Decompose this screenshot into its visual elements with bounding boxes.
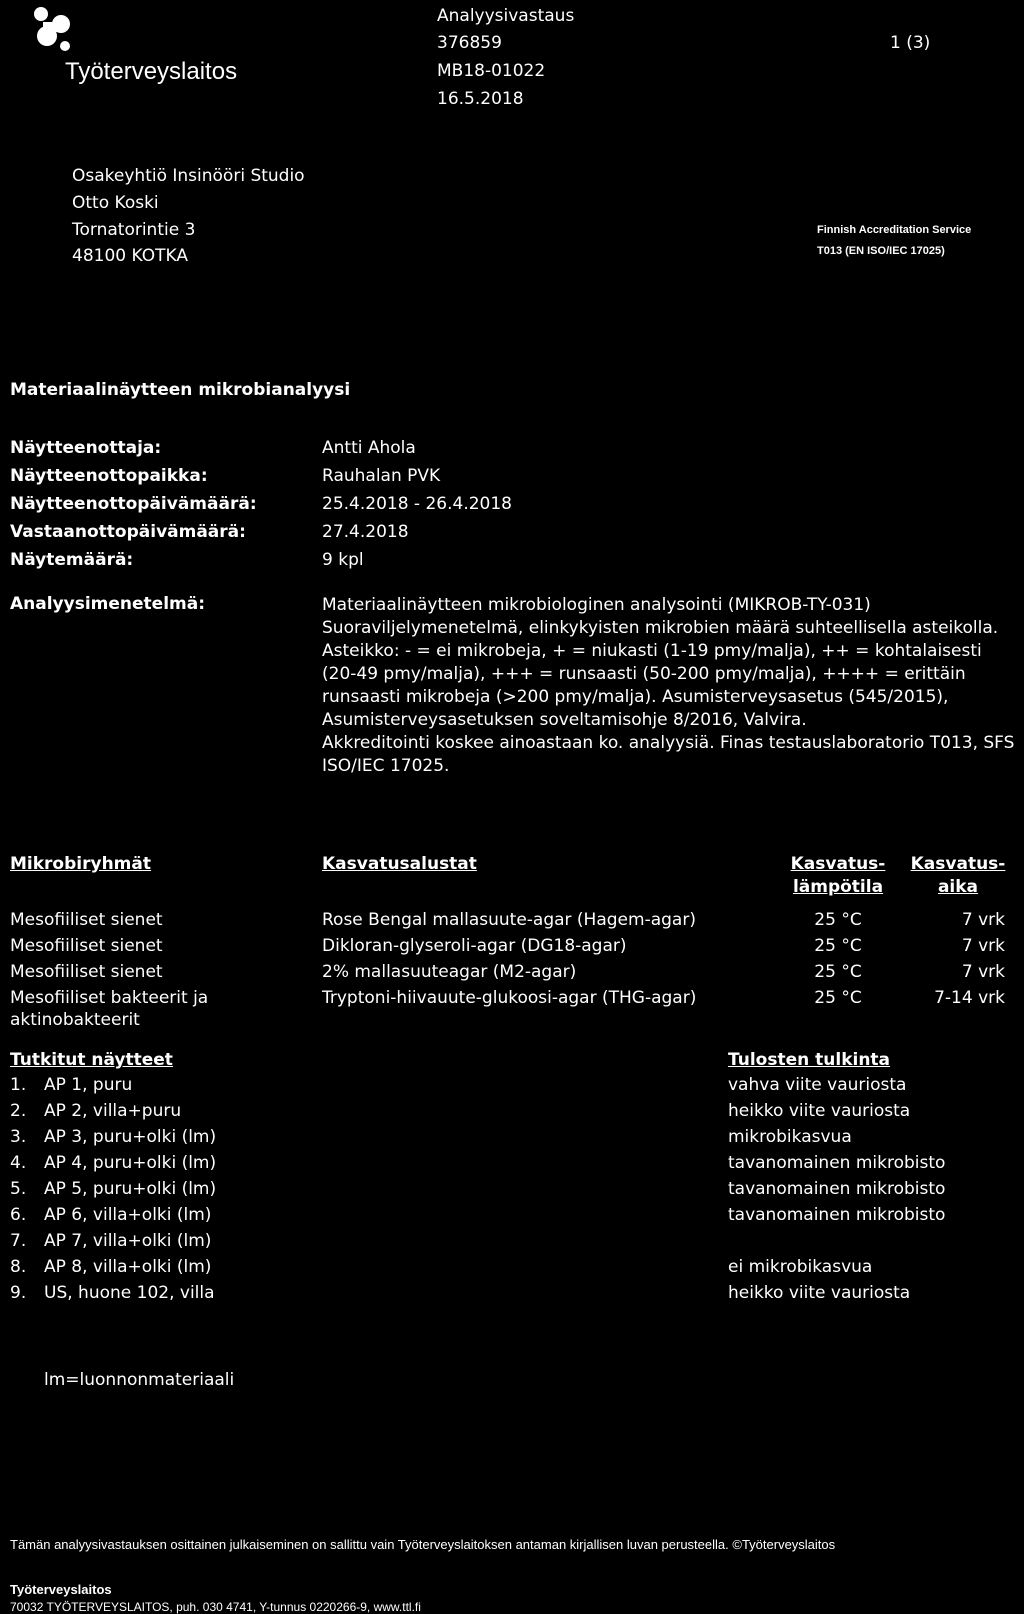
- sample-name: AP 6, villa+olki (lm): [44, 1205, 212, 1225]
- column-header-media: Kasvatusalustat: [322, 854, 477, 874]
- info-value: 27.4.2018: [322, 522, 409, 542]
- sample-number: 6.: [10, 1205, 27, 1225]
- table-cell-time: 7 vrk: [961, 962, 1005, 982]
- report-date: 16.5.2018: [437, 89, 524, 109]
- footnote: lm=luonnonmateriaali: [44, 1370, 235, 1390]
- info-label: Vastaanottopäivämäärä:: [10, 522, 246, 542]
- table-cell-medium: Rose Bengal mallasuute-agar (Hagem-agar): [322, 910, 696, 930]
- table-cell-temp: 25 °C: [814, 962, 862, 982]
- sample-name: AP 5, puru+olki (lm): [44, 1179, 217, 1199]
- result-text: tavanomainen mikrobisto: [728, 1179, 946, 1199]
- table-cell-time: 7 vrk: [961, 910, 1005, 930]
- accreditation-code: T013 (EN ISO/IEC 17025): [817, 245, 945, 257]
- results-header: Tulosten tulkinta: [728, 1050, 891, 1070]
- table-cell-temp: 25 °C: [814, 936, 862, 956]
- method-label: Analyysimenetelmä:: [10, 594, 206, 614]
- method-accreditation: Akkreditointi koskee ainoastaan ko. analyysiä. Finas testauslaboratorio T013, SFS ISO/IEC 17025.: [322, 733, 1015, 776]
- address-line: Osakeyhtiö Insinööri Studio: [72, 166, 305, 186]
- result-text: tavanomainen mikrobisto: [728, 1153, 946, 1173]
- table-cell-medium: 2% mallasuuteagar (M2-agar): [322, 962, 577, 982]
- sample-number: 8.: [10, 1257, 27, 1277]
- info-value: Rauhalan PVK: [322, 466, 441, 486]
- column-header-groups: Mikrobiryhmät: [10, 854, 151, 874]
- address-line: Tornatorintie 3: [72, 220, 196, 240]
- table-cell-time: 7 vrk: [961, 936, 1005, 956]
- method-scale: Asteikko: - = ei mikrobeja, + = niukasti (1-19 pmy/malja), ++ = kohtalaisesti (20-49 pmy/malja), +++ = runsaasti (50-200 pmy/malja), ++++ = erittäin runsaasti mikrobeja (>200 pmy/malja). Asumisterveysasetus (545/2015), Asumisterveysasetuksen soveltamisohje 8/2016, Valvira.: [322, 641, 982, 730]
- doc-type: Analyysivastaus: [437, 6, 575, 26]
- table-cell-temp: 25 °C: [814, 988, 862, 1008]
- table-cell-group: Mesofiiliset sienet: [10, 936, 163, 956]
- method-description: [322, 594, 1017, 778]
- result-text: vahva viite vauriosta: [728, 1075, 907, 1095]
- logo-icon: [25, 2, 85, 60]
- sample-number: 2.: [10, 1101, 27, 1121]
- result-text: heikko viite vauriosta: [728, 1101, 911, 1121]
- address-line: 48100 KOTKA: [72, 246, 188, 266]
- column-header-time: Kasvatus-: [910, 854, 1006, 874]
- info-label: Näytteenottaja:: [10, 438, 162, 458]
- info-label: Näytteenottopaikka:: [10, 466, 208, 486]
- sample-name: AP 8, villa+olki (lm): [44, 1257, 212, 1277]
- table-cell-temp: 25 °C: [814, 910, 862, 930]
- footer-notice: Tämän analyysivastauksen osittainen julkaiseminen on sallittu vain Työterveyslaitoksen antaman kirjallisen luvan perusteella. ©Työterveyslaitos: [10, 1537, 836, 1552]
- info-value: 9 kpl: [322, 550, 364, 570]
- report-number: 376859: [437, 33, 502, 53]
- table-cell-group: Mesofiiliset sienet: [10, 910, 163, 930]
- column-header-time: aika: [937, 877, 979, 897]
- footer-contact: 70032 TYÖTERVEYSLAITOS, puh. 030 4741, Y-tunnus 0220266-9, www.ttl.fi: [10, 1600, 421, 1614]
- sample-number: 7.: [10, 1231, 27, 1251]
- sample-number: 3.: [10, 1127, 27, 1147]
- sample-name: AP 4, puru+olki (lm): [44, 1153, 217, 1173]
- info-label: Näytemäärä:: [10, 550, 134, 570]
- result-text: tavanomainen mikrobisto: [728, 1205, 946, 1225]
- sample-name: US, huone 102, villa: [44, 1283, 215, 1303]
- accreditation-service: Finnish Accreditation Service: [817, 224, 972, 236]
- result-text: mikrobikasvua: [728, 1127, 852, 1147]
- info-label: Näytteenottopäivämäärä:: [10, 494, 257, 514]
- table-cell-group: Mesofiiliset bakteerit ja: [10, 988, 209, 1008]
- sample-name: AP 3, puru+olki (lm): [44, 1127, 217, 1147]
- table-cell-group: Mesofiiliset sienet: [10, 962, 163, 982]
- table-cell-medium: Tryptoni-hiivauute-glukoosi-agar (THG-agar): [322, 988, 697, 1008]
- column-header-temp: Kasvatus-: [790, 854, 886, 874]
- logo-text: Työterveyslaitos: [65, 58, 238, 85]
- result-text: ei mikrobikasvua: [728, 1257, 873, 1277]
- sample-name: AP 2, villa+puru: [44, 1101, 182, 1121]
- table-cell-medium: Dikloran-glyseroli-agar (DG18-agar): [322, 936, 627, 956]
- table-cell-time: 7-14 vrk: [934, 988, 1005, 1008]
- samples-header: Tutkitut näytteet: [10, 1050, 173, 1070]
- table-cell-group: aktinobakteerit: [10, 1010, 140, 1030]
- reference-code: MB18-01022: [437, 61, 546, 81]
- page-title: Materiaalinäytteen mikrobianalyysi: [10, 380, 351, 400]
- column-header-temp: lämpötila: [792, 877, 884, 897]
- address-line: Otto Koski: [72, 193, 159, 213]
- sample-number: 9.: [10, 1283, 27, 1303]
- sample-number: 5.: [10, 1179, 27, 1199]
- sample-name: AP 1, puru: [44, 1075, 133, 1095]
- info-value: Antti Ahola: [322, 438, 416, 458]
- info-value: 25.4.2018 - 26.4.2018: [322, 494, 512, 514]
- sample-name: AP 7, villa+olki (lm): [44, 1231, 212, 1251]
- method-paragraph: Materiaalinäytteen mikrobiologinen analysointi (MIKROB-TY-031) Suoraviljelymenetelmä, elinkykyisten mikrobien määrä suhteellisella asteikolla.: [322, 595, 999, 638]
- page-number: 1 (3): [890, 33, 931, 53]
- result-text: heikko viite vauriosta: [728, 1283, 911, 1303]
- footer-org: Työterveyslaitos: [10, 1582, 112, 1597]
- sample-number: 4.: [10, 1153, 27, 1173]
- sample-number: 1.: [10, 1075, 27, 1095]
